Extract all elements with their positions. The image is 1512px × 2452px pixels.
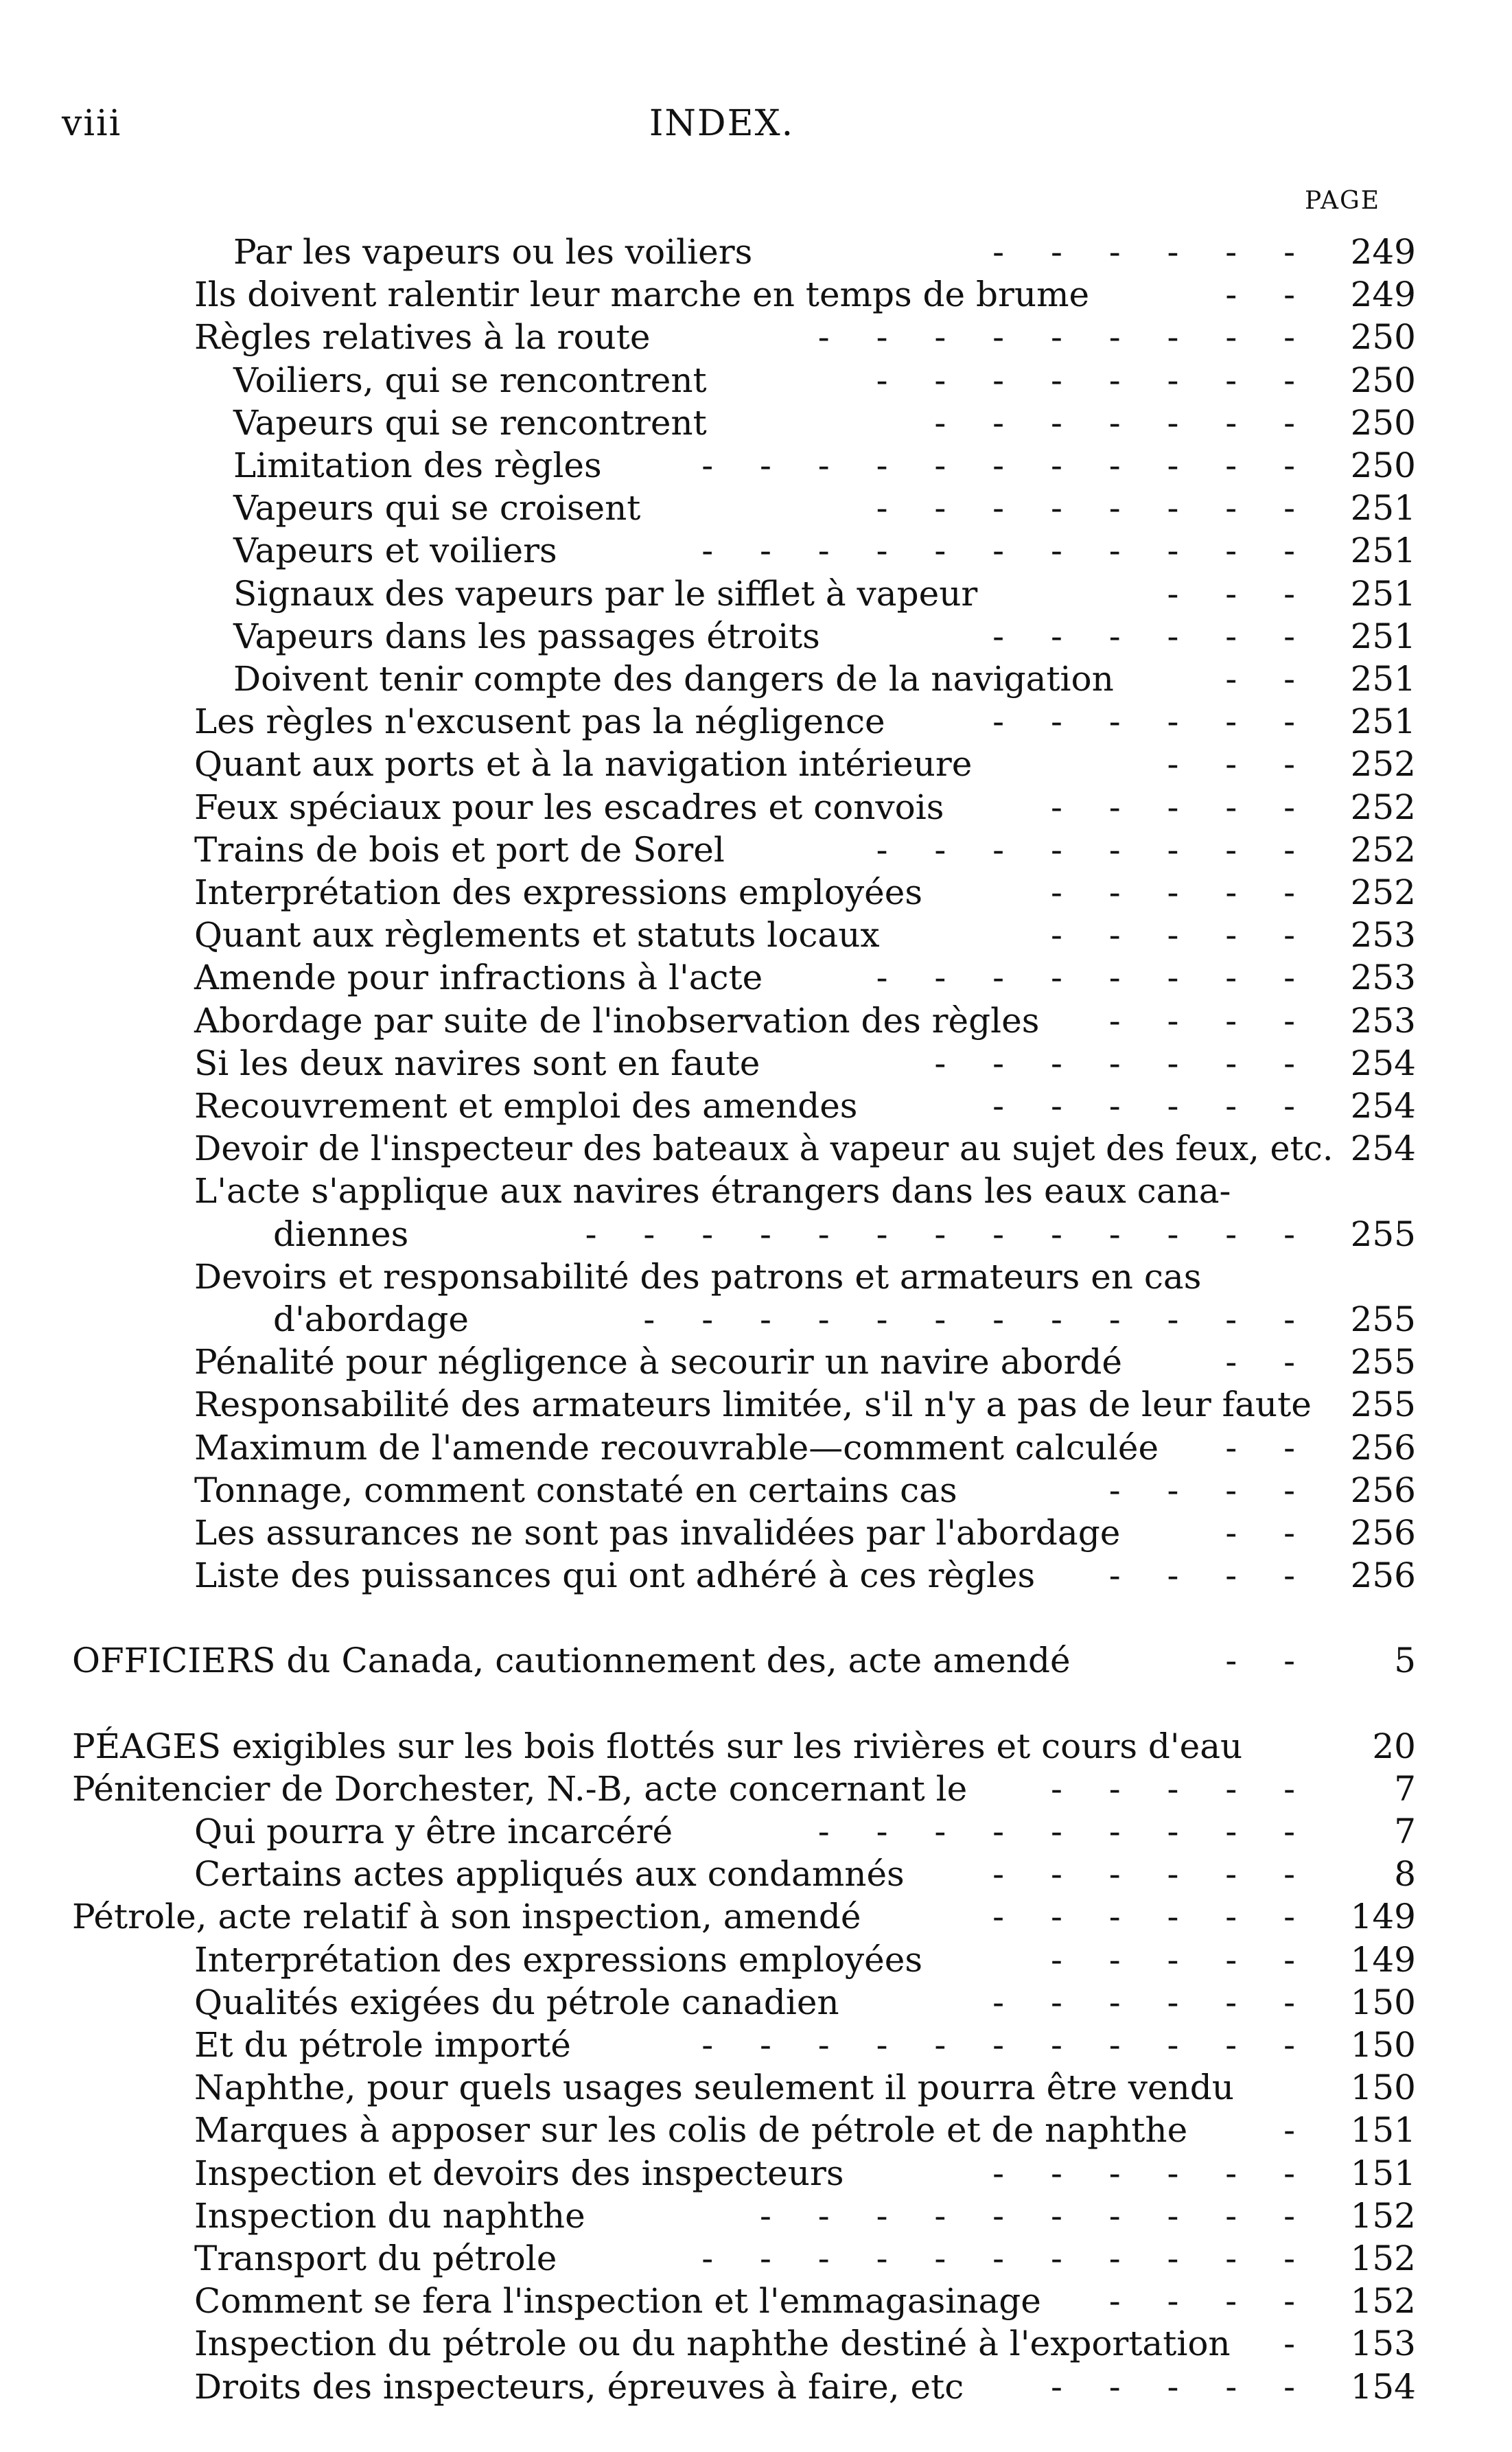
leader-dashes: - - - - -	[1050, 872, 1313, 912]
entry-page-number: 8	[1394, 1854, 1416, 1894]
entry-page-number: 150	[1350, 1982, 1416, 2022]
leader-dashes: - - - -	[1108, 2281, 1313, 2321]
entry-page-number: 249	[1350, 275, 1416, 314]
entry-text: Vapeurs qui se croisent	[233, 488, 641, 528]
entry-page-number: 254	[1350, 1043, 1416, 1083]
leader-dashes: - -	[1225, 659, 1313, 699]
leader-dashes: - - - - - - - - - - -	[701, 2025, 1313, 2065]
entry-text: Par les vapeurs ou les voiliers	[233, 232, 753, 272]
entry-text: Amende pour infractions à l'acte	[194, 958, 763, 997]
leader-dashes: - - - - - - - - - - -	[701, 2239, 1313, 2278]
leader-dashes: - - - -	[1108, 1470, 1313, 1510]
index-entry	[0, 1127, 1512, 1170]
leader-dashes: - - - -	[1108, 1001, 1313, 1041]
entry-text: Devoirs et responsabilité des patrons et armateurs en cas	[194, 1257, 1202, 1297]
entry-text: Inspection du naphthe	[194, 2196, 585, 2236]
entry-page-number: 255	[1350, 1342, 1416, 1382]
index-entry	[0, 1256, 1512, 1298]
entry-page-number: 256	[1350, 1555, 1416, 1595]
entry-text: Et du pétrole importé	[194, 2025, 571, 2065]
index-entry	[0, 1298, 1512, 1341]
entry-text: Transport du pétrole	[194, 2239, 557, 2278]
leader-dashes: - - - - - - - -	[876, 488, 1313, 528]
leader-dashes: - - -	[1167, 574, 1313, 614]
leader-dashes: - - - - - - - - - - -	[701, 531, 1313, 570]
entry-text: Les assurances ne sont pas invalidées par l'abordage	[194, 1513, 1121, 1553]
entry-text: Naphthe, pour quels usages seulement il pourra être vendu	[194, 2068, 1234, 2107]
leader-dashes: - - - - - - - - - - - - -	[585, 1214, 1313, 1254]
entry-text: Ils doivent ralentir leur marche en temps de brume	[194, 275, 1090, 314]
entry-page-number: 254	[1350, 1086, 1416, 1126]
entry-text: Qui pourra y être incarcéré	[194, 1812, 673, 1851]
entry-page-number: 252	[1350, 787, 1416, 827]
leader-dashes: - - - - - - - - -	[817, 1812, 1313, 1851]
index-entry	[0, 1383, 1512, 1426]
index-entry	[0, 1725, 1512, 1768]
leader-dashes: - - - -	[1108, 1555, 1313, 1595]
entry-page-number: 252	[1350, 744, 1416, 784]
index-entry	[0, 829, 1512, 871]
leader-dashes: - - - - - -	[992, 1897, 1313, 1936]
index-entry	[0, 402, 1512, 444]
leader-dashes: - - - - - -	[992, 2153, 1313, 2193]
leader-dashes: - -	[1225, 1641, 1313, 1680]
index-entry	[0, 1085, 1512, 1127]
leader-dashes: - - - - - - - -	[876, 830, 1313, 870]
index-entry	[0, 956, 1512, 999]
index-entry	[0, 316, 1512, 358]
index-entry	[0, 572, 1512, 615]
entry-text: PÉAGES exigibles sur les bois flottés sur les rivières et cours d'eau	[72, 1726, 1243, 1766]
entry-page-number: 250	[1350, 317, 1416, 357]
entry-page-number: 250	[1350, 446, 1416, 485]
index-entry	[0, 1213, 1512, 1256]
index-entry	[0, 1810, 1512, 1853]
index-entry	[0, 359, 1512, 402]
entry-text: Droits des inspecteurs, épreuves à faire, etc	[194, 2367, 964, 2407]
index-entry	[0, 871, 1512, 914]
entry-text: Feux spéciaux pour les escadres et convois	[194, 787, 944, 827]
entry-text: diennes	[273, 1214, 409, 1254]
entry-page-number: 255	[1350, 1385, 1416, 1424]
index-entry	[0, 1512, 1512, 1554]
entry-page-number: 252	[1350, 830, 1416, 870]
leader-dashes: - - - - - - - - -	[817, 317, 1313, 357]
index-entry	[0, 700, 1512, 743]
entry-text: Interprétation des expressions employées	[194, 872, 923, 912]
leader-dashes: - - - - - - - -	[876, 360, 1313, 400]
entry-page-number: 254	[1350, 1129, 1416, 1168]
entry-page-number: 251	[1350, 702, 1416, 741]
index-entry	[0, 1853, 1512, 1895]
entry-text: Vapeurs dans les passages étroits	[233, 616, 820, 656]
entry-page-number: 152	[1350, 2239, 1416, 2278]
leader-dashes: - - - - - - - - - -	[760, 2196, 1313, 2236]
index-entry	[0, 914, 1512, 956]
index-entry	[0, 2066, 1512, 2109]
page-header	[62, 103, 1382, 151]
entry-text: Inspection et devoirs des inspecteurs	[194, 2153, 844, 2193]
entry-text: Responsabilité des armateurs limitée, s'il n'y a pas de leur faute	[194, 1385, 1312, 1424]
leader-dashes: - - - - - -	[992, 232, 1313, 272]
entry-text: Vapeurs et voiliers	[233, 531, 557, 570]
index-entry	[0, 1895, 1512, 1938]
entry-page-number: 250	[1350, 403, 1416, 443]
entry-text: Interprétation des expressions employées	[194, 1940, 923, 1980]
entry-page-number: 251	[1350, 488, 1416, 528]
index-entry	[0, 2195, 1512, 2237]
entry-page-number: 251	[1350, 531, 1416, 570]
leader-dashes: - - - - -	[1050, 915, 1313, 955]
leader-dashes: - - - - -	[1050, 1769, 1313, 1809]
entry-page-number: 255	[1350, 1299, 1416, 1339]
index-entry	[0, 743, 1512, 785]
index-entry	[0, 1939, 1512, 1981]
entry-page-number: 150	[1350, 2068, 1416, 2107]
entry-text: Comment se fera l'inspection et l'emmagasinage	[194, 2281, 1041, 2321]
folio-number: viii	[62, 103, 122, 144]
entry-page-number: 251	[1350, 659, 1416, 699]
index-entry	[0, 1554, 1512, 1597]
entry-text: Abordage par suite de l'inobservation des règles	[194, 1001, 1040, 1041]
leader-dashes: - - - - - - - - - - - -	[643, 1299, 1313, 1339]
entry-text: Pénitencier de Dorchester, N.-B, acte concernant le	[72, 1769, 968, 1809]
entry-page-number: 20	[1372, 1726, 1416, 1766]
entry-text: Règles relatives à la route	[194, 317, 651, 357]
entry-page-number: 7	[1394, 1769, 1416, 1809]
page-title: INDEX.	[649, 103, 795, 144]
entry-text: Pétrole, acte relatif à son inspection, amendé	[72, 1897, 861, 1936]
entry-page-number: 253	[1350, 958, 1416, 997]
entry-page-number: 252	[1350, 872, 1416, 912]
entry-text: Inspection du pétrole ou du naphthe destiné à l'exportation	[194, 2324, 1231, 2363]
entry-page-number: 256	[1350, 1470, 1416, 1510]
leader-dashes: - -	[1225, 275, 1313, 314]
entry-page-number: 151	[1350, 2110, 1416, 2150]
leader-dashes: - - - - - -	[992, 1086, 1313, 1126]
entry-text: Devoir de l'inspecteur des bateaux à vapeur au sujet des feux, etc.	[194, 1129, 1334, 1168]
index-entry	[0, 615, 1512, 658]
entry-text: Certains actes appliqués aux condamnés	[194, 1854, 905, 1894]
entry-page-number: 253	[1350, 915, 1416, 955]
entry-page-number: 150	[1350, 2025, 1416, 2065]
entry-text: d'abordage	[273, 1299, 469, 1339]
entry-page-number: 256	[1350, 1428, 1416, 1468]
entry-text: Voiliers, qui se rencontrent	[233, 360, 707, 400]
entry-page-number: 250	[1350, 360, 1416, 400]
entry-page-number: 7	[1394, 1812, 1416, 1851]
index-entry	[0, 529, 1512, 572]
leader-dashes: - - - - - -	[992, 702, 1313, 741]
entry-text: L'acte s'applique aux navires étrangers dans les eaux cana-	[194, 1171, 1231, 1211]
entry-text: Recouvrement et emploi des amendes	[194, 1086, 858, 1126]
leader-dashes: - - - - - - - -	[876, 958, 1313, 997]
entry-page-number: 152	[1350, 2281, 1416, 2321]
entry-page-number: 5	[1394, 1641, 1416, 1680]
index-entry	[0, 999, 1512, 1042]
index-entry	[0, 487, 1512, 529]
leader-dashes: - -	[1225, 1513, 1313, 1553]
entry-text: Qualités exigées du pétrole canadien	[194, 1982, 839, 2022]
leader-dashes: - - -	[1167, 744, 1313, 784]
entry-page-number: 149	[1350, 1940, 1416, 1980]
leader-dashes: - - - - -	[1050, 787, 1313, 827]
index-entry	[0, 273, 1512, 316]
entry-text: Vapeurs qui se rencontrent	[233, 403, 707, 443]
leader-dashes: - - - - - - -	[934, 403, 1313, 443]
entry-text: Pénalité pour négligence à secourir un navire abordé	[194, 1342, 1123, 1382]
leader-dashes: -	[1283, 2110, 1313, 2150]
index-entry	[0, 786, 1512, 829]
entry-page-number: 152	[1350, 2196, 1416, 2236]
leader-dashes: - - - - - -	[992, 1982, 1313, 2022]
entry-page-number: 249	[1350, 232, 1416, 272]
leader-dashes: - - - - -	[1050, 2367, 1313, 2407]
entry-page-number: 251	[1350, 574, 1416, 614]
index-entry	[0, 1469, 1512, 1512]
index-entry	[0, 1341, 1512, 1383]
entry-page-number: 256	[1350, 1513, 1416, 1553]
entry-text: Maximum de l'amende recouvrable—comment calculée	[194, 1428, 1159, 1468]
page-column-label: PAGE	[1305, 187, 1380, 215]
leader-dashes: - - - - - - -	[934, 1043, 1313, 1083]
entry-page-number: 253	[1350, 1001, 1416, 1041]
index-entry	[0, 231, 1512, 273]
leader-dashes: - - - - - - - - - - -	[701, 446, 1313, 485]
entry-text: Les règles n'excusent pas la négligence	[194, 702, 885, 741]
leader-dashes: - - - - -	[1050, 1940, 1313, 1980]
entry-text: Tonnage, comment constaté en certains cas	[194, 1470, 957, 1510]
index-entry	[0, 444, 1512, 487]
entry-text: Liste des puissances qui ont adhéré à ces règles	[194, 1555, 1036, 1595]
index-entry	[0, 2152, 1512, 2195]
leader-dashes: - - - - - -	[992, 616, 1313, 656]
index-entry	[0, 2322, 1512, 2365]
entry-text: OFFICIERS du Canada, cautionnement des, acte amendé	[72, 1641, 1071, 1680]
entry-text: Trains de bois et port de Sorel	[194, 830, 725, 870]
leader-dashes: - - - - - -	[992, 1854, 1313, 1894]
entry-page-number: 149	[1350, 1897, 1416, 1936]
index-entry	[0, 2366, 1512, 2408]
index-entry	[0, 658, 1512, 700]
index-entry	[0, 2237, 1512, 2280]
entry-text: Si les deux navires sont en faute	[194, 1043, 760, 1083]
leader-dashes: - -	[1225, 1342, 1313, 1382]
entry-page-number: 154	[1350, 2367, 1416, 2407]
entry-page-number: 251	[1350, 616, 1416, 656]
leader-dashes: -	[1283, 2324, 1313, 2363]
entry-page-number: 255	[1350, 1214, 1416, 1254]
index-entry	[0, 1426, 1512, 1469]
index-entry	[0, 1639, 1512, 1682]
index-entry	[0, 2109, 1512, 2151]
index-entry	[0, 1042, 1512, 1085]
entry-text: Signaux des vapeurs par le sifflet à vapeur	[233, 574, 978, 614]
entry-text: Quant aux règlements et statuts locaux	[194, 915, 880, 955]
entry-text: Marques à apposer sur les colis de pétrole et de naphthe	[194, 2110, 1188, 2150]
entry-page-number: 151	[1350, 2153, 1416, 2193]
index-entry	[0, 1981, 1512, 2024]
entry-page-number: 153	[1350, 2324, 1416, 2363]
index-entry	[0, 2024, 1512, 2066]
entry-text: Quant aux ports et à la navigation intérieure	[194, 744, 973, 784]
index-entry	[0, 1768, 1512, 1810]
index-entry	[0, 2280, 1512, 2322]
index-entry	[0, 1170, 1512, 1212]
entry-text: Limitation des règles	[233, 446, 602, 485]
leader-dashes: - -	[1225, 1428, 1313, 1468]
entry-text: Doivent tenir compte des dangers de la navigation	[233, 659, 1114, 699]
